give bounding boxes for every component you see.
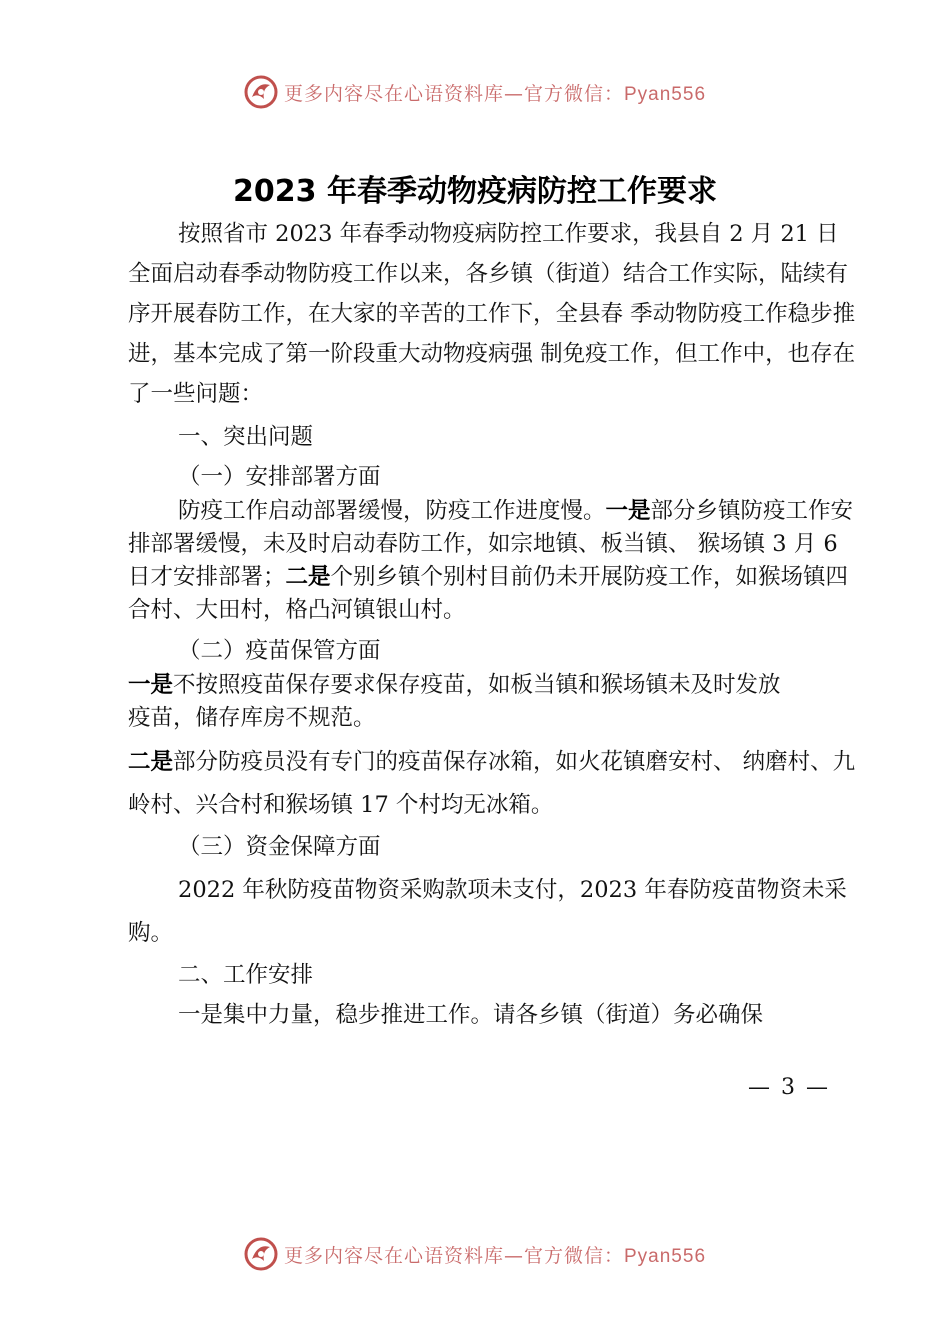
document-body: [128, 214, 858, 1035]
watermark-text: 更多内容尽在心语资料库—官方微信：Pyan556: [283, 1244, 707, 1267]
watermark-top: [0, 70, 950, 114]
subheading-deployment: （一）安排部署方面: [178, 464, 381, 490]
subheading-funding: （三）资金保障方面: [178, 834, 381, 860]
section-heading-arrangements: 二、工作安排: [178, 962, 314, 988]
funding-paragraph: 2022 年秋防疫苗物资采购款项未支付，2023 年春防疫苗物资未采购。: [128, 877, 847, 946]
page-number: — 3 —: [748, 1075, 830, 1100]
swirl-logo-icon: [244, 1237, 278, 1271]
section-heading-problems: 一、突出问题: [178, 424, 314, 450]
deployment-paragraph: 防疫工作启动部署缓慢，防疫工作进度慢。一是部分乡镇防疫工作安排部署缓慢，未及时启动春防工作，如宗地镇、板当镇、 猴场镇 3 月 6 日才安排部署；二是个别乡镇个别村目前仍未开展防疫工作，如猴场镇四合村、大田村，格凸河镇银山村。: [128, 498, 854, 623]
subheading-vaccine-storage: （二）疫苗保管方面: [178, 638, 381, 664]
arrangement-paragraph: 一是集中力量，稳步推进工作。请各乡镇（街道）务必确保: [178, 1002, 764, 1028]
watermark-text: 更多内容尽在心语资料库—官方微信：Pyan556: [283, 82, 707, 105]
intro-paragraph: 按照省市 2023 年春季动物疫病防控工作要求，我县自 2 月 21 日全面启动春季动物防疫工作以来，各乡镇（街道）结合工作实际，陆续有序开展春防工作，在大家的辛苦的工作下，全县春 季动物防疫工作稳步推进，基本完成了第一阶段重大动物疫病强 制免疫工作，但工作中，也存在了一些问题：: [128, 221, 856, 407]
document-title: 2023 年春季动物疫病防控工作要求: [233, 174, 717, 209]
swirl-logo-icon: [244, 75, 278, 109]
vaccine-point-two: 二是部分防疫员没有专门的疫苗保存冰箱，如火花镇磨安村、 纳磨村、九岭村、兴合村和猴场镇 17 个村均无冰箱。: [128, 749, 856, 818]
vaccine-point-one: 一是不按照疫苗保存要求保存疫苗，如板当镇和猴场镇未及时发放疫苗，储存库房不规范。: [128, 672, 781, 731]
watermark-bottom: [0, 1232, 950, 1276]
